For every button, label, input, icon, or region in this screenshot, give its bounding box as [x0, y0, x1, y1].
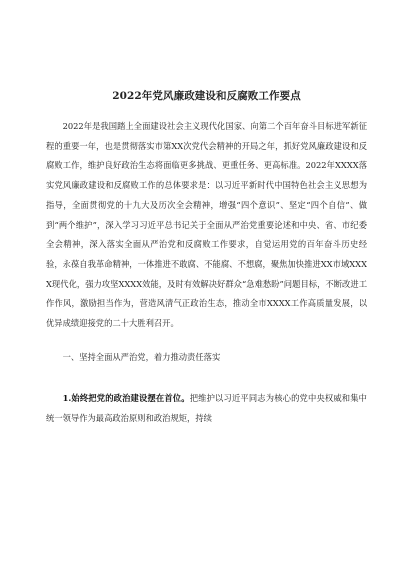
- section-heading-1: 一、坚持全面从严治党，着力推动责任落实: [62, 351, 221, 362]
- item-text-1: 把维护以习近平同志为核心的党中央权威和集中统一领导作为最高政治原则和政治规矩，持续: [46, 393, 367, 424]
- item-paragraph-1: [46, 389, 367, 428]
- item-heading-1: 1.始终把党的政治建设摆在首位。: [62, 393, 190, 404]
- intro-paragraph: 2022年是我国踏上全面建设社会主义现代化国家、向第二个百年奋斗目标进军新征程的重要一年，也是贯彻落实市第XX次党代会精神的开局之年，抓好党风廉政建设和反腐败工作，维护良好政治生态将面临更多挑战、更重任务、更高标准。2022年XXXX落实党风廉政建设和反腐败工作的总体要求是：以习近平新时代中国特色社会主义思想为指导，全面贯彻党的十九大及历次全会精神，增强“四个意识”、坚定“四个自信”、做到“两个维护”，深入学习习近平总书记关于全面从严治党重要论述和中央、省、市纪委全会精神，深入落实全面从严治党和反腐败工作要求，自觉运用党的百年奋斗历史经验，永葆自我革命精神，一体推进不敢腐、不能腐、不想腐，聚焦加快推进XX市域XXXX现代化，强力攻坚XXXX效能，及时有效解决好群众“急难愁盼”问题目标，不断改进工作作风，激励担当作为，营造风清气正政治生态，推动全市XXXX工作高质量发展，以优异成绩迎接党的二十大胜利召开。: [46, 121, 367, 329]
- document-title: 2022年党风廉政建设和反腐败工作要点: [112, 90, 301, 102]
